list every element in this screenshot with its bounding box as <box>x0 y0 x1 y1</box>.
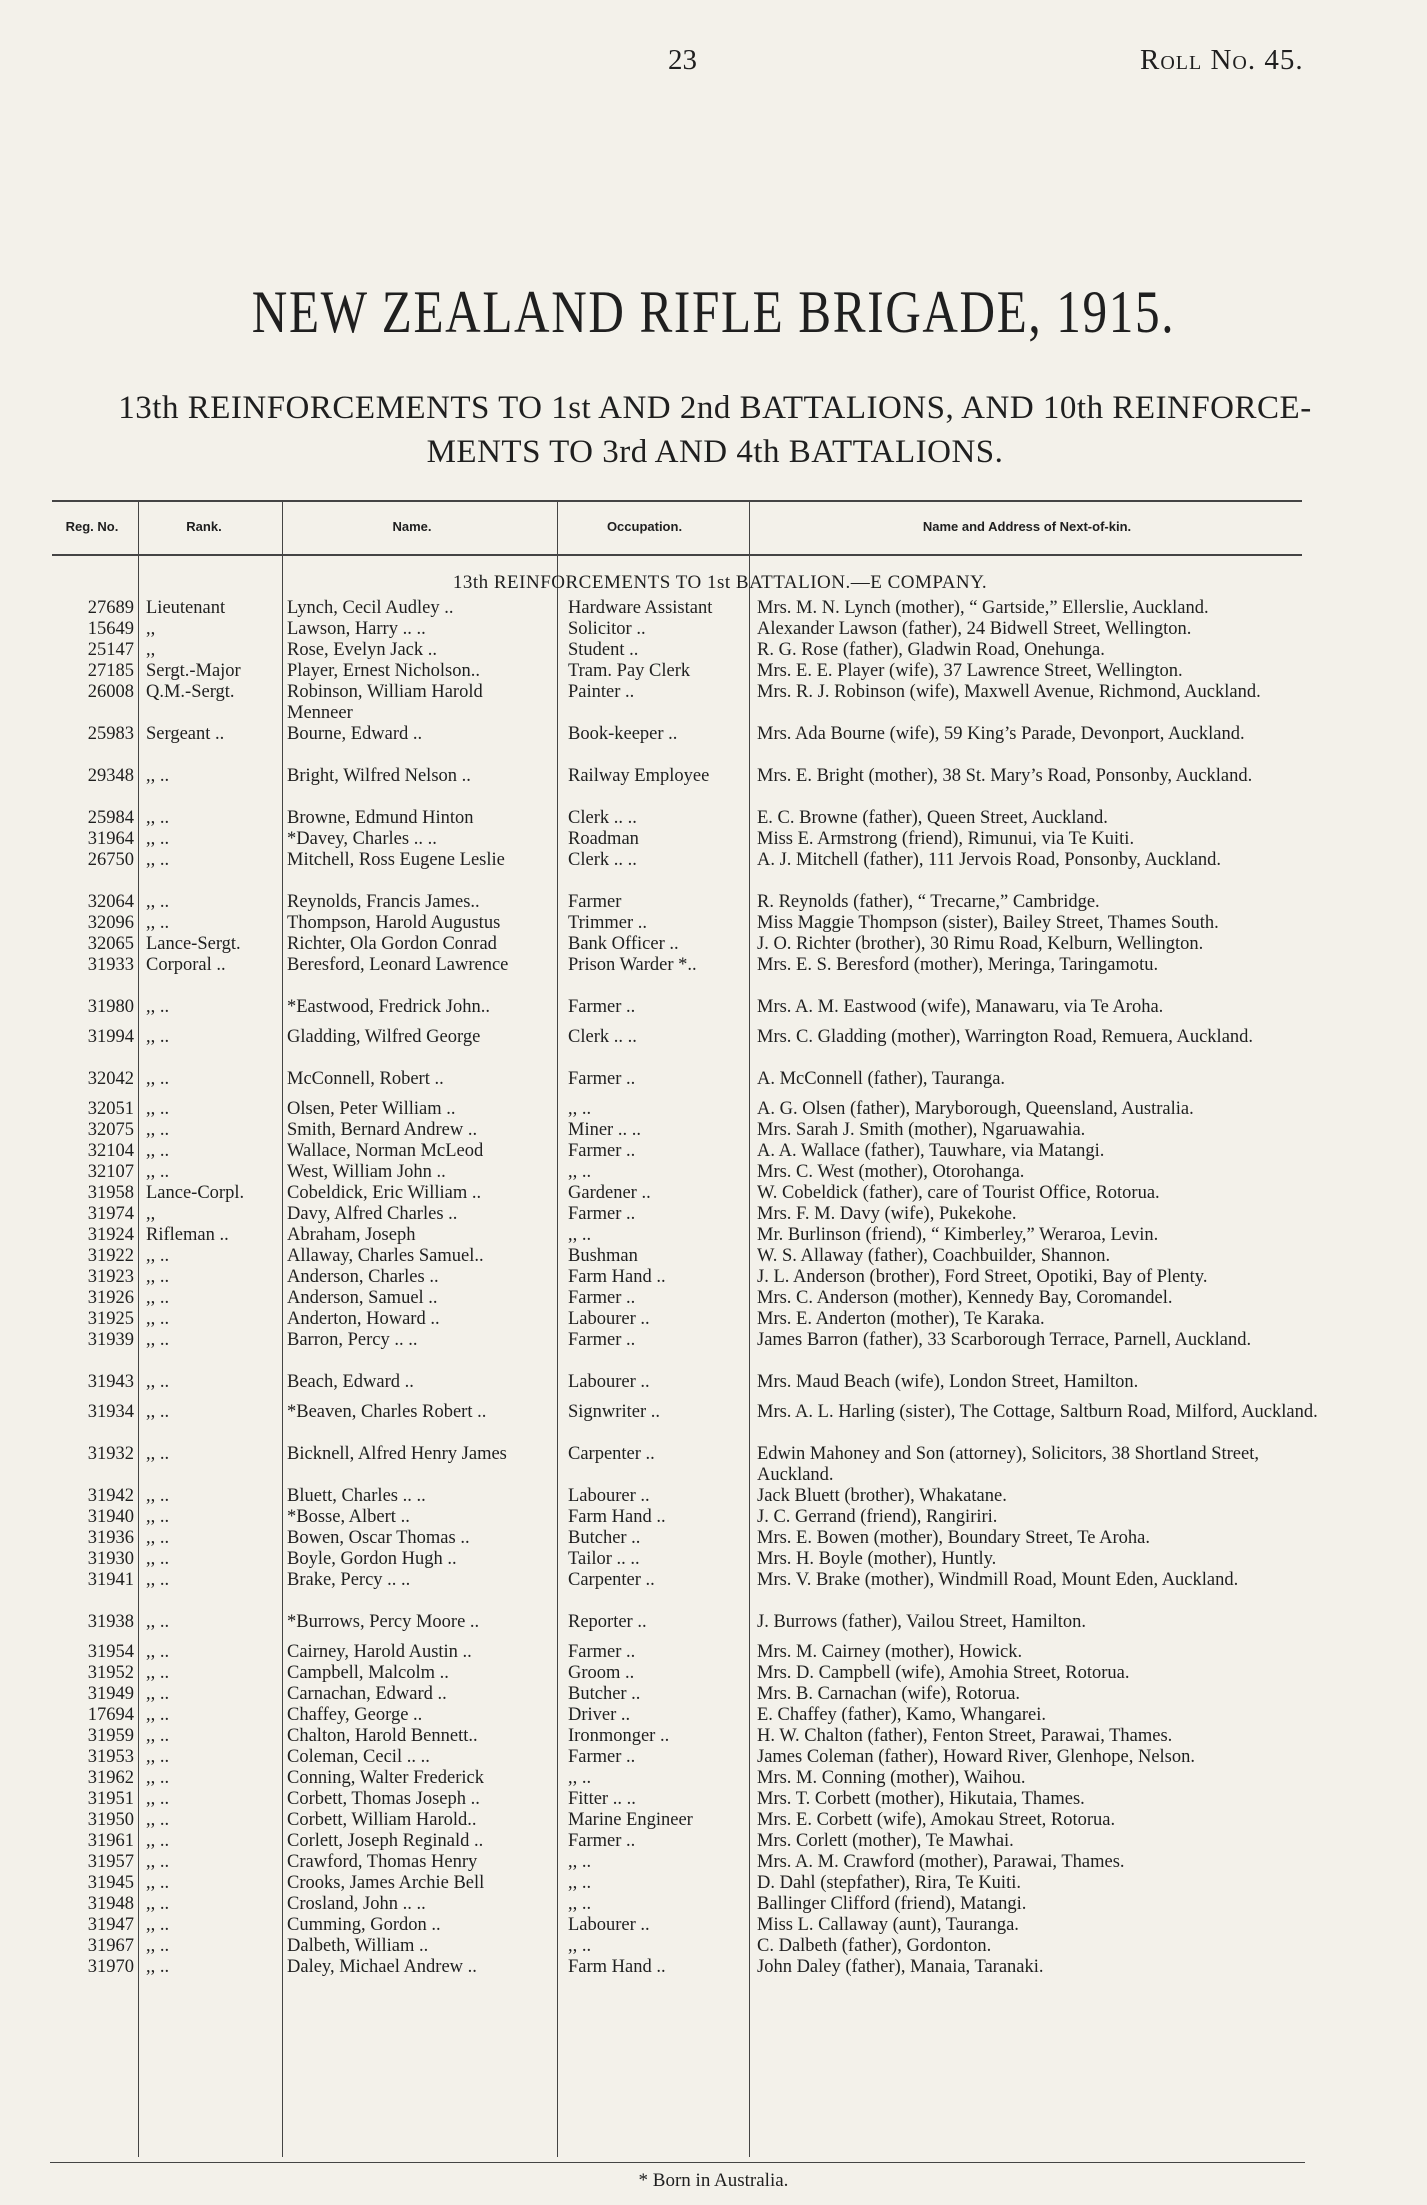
next-of-kin-cell: Mrs. F. M. Davy (wife), Pukekohe. <box>757 1204 1017 1224</box>
name-cell: Daley, Michael Andrew .. <box>287 1957 477 1977</box>
name-cell: *Beaven, Charles Robert .. <box>287 1402 487 1422</box>
occupation-cell: Carpenter .. <box>568 1570 655 1590</box>
name-cell: Coleman, Cecil .. .. <box>287 1747 430 1767</box>
next-of-kin-cell: Mrs. V. Brake (mother), Windmill Road, Mount Eden, Auckland. <box>757 1570 1239 1590</box>
name-cell: Thompson, Harold Augustus <box>287 913 501 933</box>
next-of-kin-cell: Edwin Mahoney and Son (attorney), Solicitors, 38 Shortland Street, Auckland. <box>757 1444 1259 1485</box>
header-bottom-rule <box>52 554 1302 556</box>
reg-cell: 31940 <box>87 1507 134 1527</box>
name-cell: Beresford, Leonard Lawrence <box>287 955 509 975</box>
rank-cell: ,, .. <box>146 1663 170 1683</box>
next-of-kin-cell: Miss L. Callaway (aunt), Tauranga. <box>757 1915 1019 1935</box>
name-cell: Player, Ernest Nicholson.. <box>287 661 480 681</box>
next-of-kin-cell: Mrs. A. L. Harling (sister), The Cottage, Saltburn Road, Milford, Auckland. <box>757 1402 1318 1422</box>
rank-cell: ,, .. <box>146 1267 170 1287</box>
occupation-cell: Farmer .. <box>568 997 636 1017</box>
name-cell: Corbett, Thomas Joseph .. <box>287 1789 480 1809</box>
name-cell: Cobeldick, Eric William .. <box>287 1183 482 1203</box>
reg-cell: 31962 <box>87 1768 134 1788</box>
name-cell: Bright, Wilfred Nelson .. <box>287 766 471 786</box>
header-next-of-kin: Name and Address of Next-of-kin. <box>922 519 1132 534</box>
occupation-cell: Marine Engineer <box>568 1810 693 1830</box>
next-of-kin-cell: John Daley (father), Manaia, Taranaki. <box>757 1957 1044 1977</box>
next-of-kin-cell: Jack Bluett (brother), Whakatane. <box>757 1486 1007 1506</box>
next-of-kin-cell: J. O. Richter (brother), 30 Rimu Road, Kelburn, Wellington. <box>757 934 1204 954</box>
occupation-cell: ,, .. <box>568 1225 592 1245</box>
rank-cell: ,, .. <box>146 1309 170 1329</box>
next-of-kin-cell: E. Chaffey (father), Kamo, Whangarei. <box>757 1705 1047 1725</box>
occupation-cell: Ironmonger .. <box>568 1726 670 1746</box>
next-of-kin-cell: Mrs. R. J. Robinson (wife), Maxwell Avenue, Richmond, Auckland. <box>757 682 1261 702</box>
next-of-kin-cell: Mrs. C. Gladding (mother), Warrington Road, Remuera, Auckland. <box>757 1027 1254 1047</box>
reg-cell: 17694 <box>87 1705 134 1725</box>
next-of-kin-cell: Mrs. A. M. Crawford (mother), Parawai, Thames. <box>757 1852 1125 1872</box>
reg-cell: 32065 <box>87 934 134 954</box>
rank-cell: ,, .. <box>146 808 170 828</box>
occupation-cell: ,, .. <box>568 1162 592 1182</box>
occupation-cell: Miner .. .. <box>568 1120 641 1140</box>
rank-cell: ,, .. <box>146 1747 170 1767</box>
name-cell: McConnell, Robert .. <box>287 1069 444 1089</box>
next-of-kin-cell: Mr. Burlinson (friend), “ Kimberley,” Weraroa, Levin. <box>757 1225 1159 1245</box>
name-cell: Chalton, Harold Bennett.. <box>287 1726 478 1746</box>
name-cell: Bicknell, Alfred Henry James <box>287 1444 507 1464</box>
next-of-kin-cell: Mrs. B. Carnachan (wife), Rotorua. <box>757 1684 1021 1704</box>
occupation-cell: ,, .. <box>568 1873 592 1893</box>
next-of-kin-cell: Mrs. H. Boyle (mother), Huntly. <box>757 1549 997 1569</box>
rank-cell: ,, <box>146 640 156 660</box>
name-cell: Bowen, Oscar Thomas .. <box>287 1528 470 1548</box>
occupation-cell: Farmer .. <box>568 1330 636 1350</box>
reg-cell: 25984 <box>87 808 134 828</box>
occupation-cell: Hardware Assistant <box>568 598 713 618</box>
next-of-kin-cell: Mrs. M. N. Lynch (mother), “ Gartside,” Ellerslie, Auckland. <box>757 598 1209 618</box>
name-cell: Cairney, Harold Austin .. <box>287 1642 472 1662</box>
reg-cell: 31980 <box>87 997 134 1017</box>
reg-cell: 31942 <box>87 1486 134 1506</box>
occupation-cell: Farmer .. <box>568 1831 636 1851</box>
rank-cell: ,, .. <box>146 1099 170 1119</box>
name-cell: Gladding, Wilfred George <box>287 1027 481 1047</box>
name-cell: Anderson, Samuel .. <box>287 1288 438 1308</box>
reg-cell: 31923 <box>87 1267 134 1287</box>
occupation-cell: Farmer .. <box>568 1069 636 1089</box>
next-of-kin-cell: R. Reynolds (father), “ Trecarne,” Cambridge. <box>757 892 1100 912</box>
rank-cell: ,, .. <box>146 1528 170 1548</box>
occupation-cell: ,, .. <box>568 1768 592 1788</box>
rank-cell: ,, .. <box>146 766 170 786</box>
occupation-cell: Driver .. <box>568 1705 631 1725</box>
name-cell: Lawson, Harry .. .. <box>287 619 426 639</box>
subtitle-line-2: MENTS TO 3rd AND 4th BATTALIONS. <box>426 434 1004 470</box>
rank-cell: ,, .. <box>146 1549 170 1569</box>
next-of-kin-cell: Mrs. D. Campbell (wife), Amohia Street, Rotorua. <box>757 1663 1130 1683</box>
rank-cell: ,, .. <box>146 829 170 849</box>
name-cell: West, William John .. <box>287 1162 446 1182</box>
name-cell: Carnachan, Edward .. <box>287 1684 447 1704</box>
bottom-rule <box>50 2162 1305 2163</box>
occupation-cell: ,, .. <box>568 1099 592 1119</box>
next-of-kin-cell: A. J. Mitchell (father), 111 Jervois Road, Ponsonby, Auckland. <box>757 850 1221 870</box>
reg-cell: 31933 <box>87 955 134 975</box>
reg-cell: 27185 <box>87 661 134 681</box>
rank-cell: ,, .. <box>146 1141 170 1161</box>
name-cell: Boyle, Gordon Hugh .. <box>287 1549 457 1569</box>
next-of-kin-cell: A. G. Olsen (father), Maryborough, Queensland, Australia. <box>757 1099 1194 1119</box>
next-of-kin-cell: Mrs. C. Anderson (mother), Kennedy Bay, Coromandel. <box>757 1288 1173 1308</box>
reg-cell: 25147 <box>87 640 134 660</box>
rank-cell: ,, .. <box>146 1642 170 1662</box>
rank-cell: ,, .. <box>146 1957 170 1977</box>
reg-cell: 31941 <box>87 1570 134 1590</box>
company-heading: 13th REINFORCEMENTS TO 1st BATTALION.—E COMPANY. <box>452 572 988 593</box>
occupation-cell: Farmer .. <box>568 1288 636 1308</box>
occupation-cell: Farmer <box>568 892 622 912</box>
occupation-cell: Farmer .. <box>568 1204 636 1224</box>
column-divider <box>282 502 283 2157</box>
rank-cell: ,, .. <box>146 1120 170 1140</box>
reg-cell: 31932 <box>87 1444 134 1464</box>
rank-cell: ,, .. <box>146 1402 170 1422</box>
next-of-kin-cell: James Barron (father), 33 Scarborough Terrace, Parnell, Auckland. <box>757 1330 1252 1350</box>
reg-cell: 31952 <box>87 1663 134 1683</box>
rank-cell: ,, .. <box>146 850 170 870</box>
header-name: Name. <box>392 519 432 534</box>
occupation-cell: Groom .. <box>568 1663 635 1683</box>
header-occupation: Occupation. <box>606 519 683 534</box>
next-of-kin-cell: W. Cobeldick (father), care of Tourist Office, Rotorua. <box>757 1183 1160 1203</box>
rank-cell: ,, .. <box>146 1852 170 1872</box>
name-cell: Chaffey, George .. <box>287 1705 423 1725</box>
next-of-kin-cell: Mrs. T. Corbett (mother), Hikutaia, Thames. <box>757 1789 1085 1809</box>
footnote: * Born in Australia. <box>638 2170 789 2191</box>
name-cell: Lynch, Cecil Audley .. <box>287 598 454 618</box>
next-of-kin-cell: Ballinger Clifford (friend), Matangi. <box>757 1894 1027 1914</box>
reg-cell: 26750 <box>87 850 134 870</box>
next-of-kin-cell: Mrs. E. Bright (mother), 38 St. Mary’s Road, Ponsonby, Auckland. <box>757 766 1253 786</box>
reg-cell: 31994 <box>87 1027 134 1047</box>
name-cell: Cumming, Gordon .. <box>287 1915 441 1935</box>
occupation-cell: Farmer .. <box>568 1141 636 1161</box>
name-cell: Rose, Evelyn Jack .. <box>287 640 438 660</box>
occupation-cell: Butcher .. <box>568 1528 641 1548</box>
occupation-cell: Tram. Pay Clerk <box>568 661 691 681</box>
reg-cell: 31951 <box>87 1789 134 1809</box>
next-of-kin-cell: Mrs. M. Cairney (mother), Howick. <box>757 1642 1023 1662</box>
occupation-cell: Bank Officer .. <box>568 934 679 954</box>
subtitle <box>40 386 1390 474</box>
rank-cell: ,, .. <box>146 1894 170 1914</box>
rank-cell: ,, .. <box>146 1915 170 1935</box>
page-title: NEW ZEALAND RIFLE BRIGADE, 1915. <box>251 279 1176 345</box>
reg-cell: 31948 <box>87 1894 134 1914</box>
reg-cell: 31970 <box>87 1957 134 1977</box>
occupation-cell: Farm Hand .. <box>568 1507 666 1527</box>
reg-cell: 32107 <box>87 1162 134 1182</box>
reg-cell: 31945 <box>87 1873 134 1893</box>
name-cell: Beach, Edward .. <box>287 1372 414 1392</box>
next-of-kin-cell: H. W. Chalton (father), Fenton Street, Parawai, Thames. <box>757 1726 1173 1746</box>
occupation-cell: Farm Hand .. <box>568 1957 666 1977</box>
rank-cell: ,, .. <box>146 1936 170 1956</box>
header-reg: Reg. No. <box>65 519 119 534</box>
occupation-cell: Fitter .. .. <box>568 1789 636 1809</box>
rank-cell: Rifleman .. <box>146 1225 229 1245</box>
rank-cell: ,, .. <box>146 1162 170 1182</box>
rank-cell: Sergeant .. <box>146 724 225 744</box>
occupation-cell: Farm Hand .. <box>568 1267 666 1287</box>
reg-cell: 31964 <box>87 829 134 849</box>
reg-cell: 32042 <box>87 1069 134 1089</box>
header-rank: Rank. <box>186 519 222 534</box>
reg-cell: 31939 <box>87 1330 134 1350</box>
column-header <box>52 502 1302 552</box>
column-divider <box>138 502 139 2157</box>
reg-cell: 32064 <box>87 892 134 912</box>
next-of-kin-cell: C. Dalbeth (father), Gordonton. <box>757 1936 992 1956</box>
rank-cell: ,, .. <box>146 1726 170 1746</box>
rank-cell: ,, .. <box>146 1570 170 1590</box>
rank-cell: ,, .. <box>146 1810 170 1830</box>
reg-cell: 31953 <box>87 1747 134 1767</box>
name-cell: Barron, Percy .. .. <box>287 1330 418 1350</box>
next-of-kin-cell: Mrs. E. Anderton (mother), Te Karaka. <box>757 1309 1045 1329</box>
next-of-kin-cell: D. Dahl (stepfather), Rira, Te Kuiti. <box>757 1873 1021 1893</box>
next-of-kin-cell: Mrs. C. West (mother), Otorohanga. <box>757 1162 1025 1182</box>
next-of-kin-cell: Alexander Lawson (father), 24 Bidwell Street, Wellington. <box>757 619 1192 639</box>
rank-cell: ,, <box>146 1204 156 1224</box>
name-cell: Richter, Ola Gordon Conrad <box>287 934 497 954</box>
occupation-cell: ,, .. <box>568 1936 592 1956</box>
reg-cell: 25983 <box>87 724 134 744</box>
rank-cell: ,, .. <box>146 997 170 1017</box>
rank-cell: ,, .. <box>146 1027 170 1047</box>
name-cell: Bluett, Charles .. .. <box>287 1486 426 1506</box>
name-cell: Campbell, Malcolm .. <box>287 1663 449 1683</box>
next-of-kin-cell: J. L. Anderson (brother), Ford Street, Opotiki, Bay of Plenty. <box>757 1267 1208 1287</box>
next-of-kin-cell: J. Burrows (father), Vailou Street, Hamilton. <box>757 1612 1086 1632</box>
rank-cell: Corporal .. <box>146 955 226 975</box>
rank-cell: ,, .. <box>146 1873 170 1893</box>
reg-cell: 31922 <box>87 1246 134 1266</box>
name-cell: Smith, Bernard Andrew .. <box>287 1120 478 1140</box>
name-cell: Browne, Edmund Hinton <box>287 808 474 828</box>
rank-cell: Q.M.-Sergt. <box>146 682 235 702</box>
reg-cell: 29348 <box>87 766 134 786</box>
occupation-cell: ,, .. <box>568 1852 592 1872</box>
name-cell: Brake, Percy .. .. <box>287 1570 411 1590</box>
next-of-kin-cell: Mrs. E. E. Player (wife), 37 Lawrence Street, Wellington. <box>757 661 1183 681</box>
reg-cell: 15649 <box>87 619 134 639</box>
next-of-kin-cell: Mrs. A. M. Eastwood (wife), Manawaru, via Te Aroha. <box>757 997 1164 1017</box>
name-cell: Wallace, Norman McLeod <box>287 1141 484 1161</box>
occupation-cell: Student .. <box>568 640 639 660</box>
rank-cell: ,, .. <box>146 1372 170 1392</box>
name-cell: Robinson, William Harold Menneer <box>287 682 483 723</box>
next-of-kin-cell: A. McConnell (father), Tauranga. <box>757 1069 1006 1089</box>
occupation-cell: Clerk .. .. <box>568 1027 637 1047</box>
occupation-cell: Clerk .. .. <box>568 850 637 870</box>
reg-cell: 31957 <box>87 1852 134 1872</box>
next-of-kin-cell: J. C. Gerrand (friend), Rangiriri. <box>757 1507 998 1527</box>
page-number: 23 <box>668 44 697 76</box>
next-of-kin-cell: W. S. Allaway (father), Coachbuilder, Shannon. <box>757 1246 1111 1266</box>
occupation-cell: Labourer .. <box>568 1309 650 1329</box>
name-cell: Bourne, Edward .. <box>287 724 423 744</box>
next-of-kin-cell: Miss E. Armstrong (friend), Rimunui, via Te Kuiti. <box>757 829 1135 849</box>
next-of-kin-cell: R. G. Rose (father), Gladwin Road, Onehunga. <box>757 640 1105 660</box>
name-cell: Crawford, Thomas Henry <box>287 1852 478 1872</box>
subtitle-line-1: 13th REINFORCEMENTS TO 1st AND 2nd BATTALIONS, AND 10th REINFORCE- <box>118 390 1312 426</box>
next-of-kin-cell: Mrs. E. S. Beresford (mother), Meringa, Taringamotu. <box>757 955 1159 975</box>
occupation-cell: Carpenter .. <box>568 1444 655 1464</box>
next-of-kin-cell: Miss Maggie Thompson (sister), Bailey Street, Thames South. <box>757 913 1219 933</box>
reg-cell: 31934 <box>87 1402 134 1422</box>
reg-cell: 31936 <box>87 1528 134 1548</box>
reg-cell: 31959 <box>87 1726 134 1746</box>
next-of-kin-cell: Mrs. Corlett (mother), Te Mawhai. <box>757 1831 1014 1851</box>
next-of-kin-cell: Mrs. E. Bowen (mother), Boundary Street, Te Aroha. <box>757 1528 1150 1548</box>
column-divider <box>749 502 750 2157</box>
name-cell: Anderson, Charles .. <box>287 1267 439 1287</box>
rank-cell: ,, .. <box>146 913 170 933</box>
reg-cell: 31974 <box>87 1204 134 1224</box>
rank-cell: ,, .. <box>146 1612 170 1632</box>
rank-cell: ,, .. <box>146 1330 170 1350</box>
name-cell: *Davey, Charles .. .. <box>287 829 437 849</box>
rank-cell: ,, .. <box>146 1069 170 1089</box>
name-cell: Olsen, Peter William .. <box>287 1099 456 1119</box>
next-of-kin-cell: Mrs. Maud Beach (wife), London Street, Hamilton. <box>757 1372 1139 1392</box>
occupation-cell: Signwriter .. <box>568 1402 660 1422</box>
reg-cell: 32096 <box>87 913 134 933</box>
occupation-cell: Prison Warder *.. <box>568 955 697 975</box>
reg-cell: 31967 <box>87 1936 134 1956</box>
rank-cell: ,, <box>146 619 156 639</box>
name-cell: Conning, Walter Frederick <box>287 1768 484 1788</box>
occupation-cell: Tailor .. .. <box>568 1549 640 1569</box>
occupation-cell: Reporter .. <box>568 1612 647 1632</box>
reg-cell: 31961 <box>87 1831 134 1851</box>
name-cell: Reynolds, Francis James.. <box>287 892 480 912</box>
reg-cell: 32051 <box>87 1099 134 1119</box>
occupation-cell: ,, .. <box>568 1894 592 1914</box>
rank-cell: Sergt.-Major <box>146 661 241 681</box>
reg-cell: 32104 <box>87 1141 134 1161</box>
occupation-cell: Bushman <box>568 1246 638 1266</box>
rank-cell: ,, .. <box>146 892 170 912</box>
name-cell: Anderton, Howard .. <box>287 1309 440 1329</box>
reg-cell: 31926 <box>87 1288 134 1308</box>
rank-cell: ,, .. <box>146 1486 170 1506</box>
occupation-cell: Roadman <box>568 829 639 849</box>
occupation-cell: Clerk .. .. <box>568 808 637 828</box>
reg-cell: 31925 <box>87 1309 134 1329</box>
reg-cell: 27689 <box>87 598 134 618</box>
occupation-cell: Farmer .. <box>568 1747 636 1767</box>
next-of-kin-cell: Mrs. Sarah J. Smith (mother), Ngaruawahia. <box>757 1120 1086 1140</box>
name-cell: *Burrows, Percy Moore .. <box>287 1612 480 1632</box>
rank-cell: ,, .. <box>146 1246 170 1266</box>
name-cell: Abraham, Joseph <box>287 1225 416 1245</box>
name-cell: Allaway, Charles Samuel.. <box>287 1246 484 1266</box>
rank-cell: ,, .. <box>146 1705 170 1725</box>
occupation-cell: Labourer .. <box>568 1486 650 1506</box>
next-of-kin-cell: E. C. Browne (father), Queen Street, Auckland. <box>757 808 1108 828</box>
rank-cell: Lance-Sergt. <box>146 934 241 954</box>
name-cell: Dalbeth, William .. <box>287 1936 429 1956</box>
reg-cell: 31930 <box>87 1549 134 1569</box>
rank-cell: ,, .. <box>146 1831 170 1851</box>
rank-cell: ,, .. <box>146 1684 170 1704</box>
occupation-cell: Butcher .. <box>568 1684 641 1704</box>
occupation-cell: Labourer .. <box>568 1915 650 1935</box>
next-of-kin-cell: Mrs. E. Corbett (wife), Amokau Street, Rotorua. <box>757 1810 1116 1830</box>
reg-cell: 31943 <box>87 1372 134 1392</box>
name-cell: Corlett, Joseph Reginald .. <box>287 1831 484 1851</box>
name-cell: Crosland, John .. .. <box>287 1894 426 1914</box>
occupation-cell: Farmer .. <box>568 1642 636 1662</box>
name-cell: Corbett, William Harold.. <box>287 1810 477 1830</box>
rank-cell: Lance-Corpl. <box>146 1183 245 1203</box>
rank-cell: ,, .. <box>146 1444 170 1464</box>
next-of-kin-cell: Mrs. M. Conning (mother), Waihou. <box>757 1768 1026 1788</box>
name-cell: Davy, Alfred Charles .. <box>287 1204 458 1224</box>
next-of-kin-cell: Mrs. Ada Bourne (wife), 59 King’s Parade, Devonport, Auckland. <box>757 724 1245 744</box>
name-cell: Crooks, James Archie Bell <box>287 1873 485 1893</box>
reg-cell: 26008 <box>87 682 134 702</box>
occupation-cell: Book-keeper .. <box>568 724 678 744</box>
reg-cell: 31947 <box>87 1915 134 1935</box>
reg-cell: 31958 <box>87 1183 134 1203</box>
name-cell: Mitchell, Ross Eugene Leslie <box>287 850 505 870</box>
reg-cell: 31938 <box>87 1612 134 1632</box>
reg-cell: 31954 <box>87 1642 134 1662</box>
rank-cell: Lieutenant <box>146 598 226 618</box>
rank-cell: ,, .. <box>146 1507 170 1527</box>
column-divider <box>557 502 558 2157</box>
reg-cell: 31950 <box>87 1810 134 1830</box>
rank-cell: ,, .. <box>146 1288 170 1308</box>
reg-cell: 31949 <box>87 1684 134 1704</box>
name-cell: *Eastwood, Fredrick John.. <box>287 997 490 1017</box>
reg-cell: 31924 <box>87 1225 134 1245</box>
reg-cell: 32075 <box>87 1120 134 1140</box>
occupation-cell: Labourer .. <box>568 1372 650 1392</box>
next-of-kin-cell: A. A. Wallace (father), Tauwhare, via Matangi. <box>757 1141 1105 1161</box>
occupation-cell: Gardener .. <box>568 1183 651 1203</box>
occupation-cell: Trimmer .. <box>568 913 647 933</box>
name-cell: *Bosse, Albert .. <box>287 1507 410 1527</box>
occupation-cell: Railway Employee <box>568 766 710 786</box>
rank-cell: ,, .. <box>146 1768 170 1788</box>
roll-label: Roll No. 45. <box>1140 44 1304 76</box>
occupation-cell: Painter .. <box>568 682 635 702</box>
occupation-cell: Solicitor .. <box>568 619 646 639</box>
rank-cell: ,, .. <box>146 1789 170 1809</box>
next-of-kin-cell: James Coleman (father), Howard River, Glenhope, Nelson. <box>757 1747 1195 1767</box>
